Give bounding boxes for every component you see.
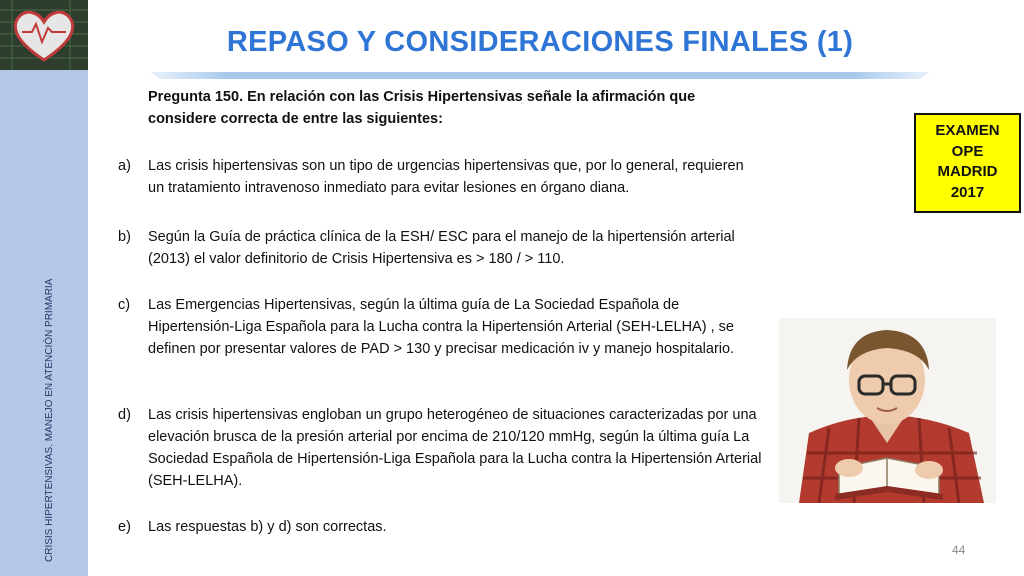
exam-badge-line: EXAMEN bbox=[935, 122, 1000, 139]
option-a-text: Las crisis hipertensivas son un tipo de urgencias hipertensivas que, por lo general, requieren un tratamiento intravenoso inmediato para evitar lesiones en órgano diana. bbox=[148, 158, 744, 196]
exam-badge-line: 2017 bbox=[950, 183, 985, 201]
option-b-text: Según la Guía de práctica clínica de la ESH/ ESC para el manejo de la hipertensión arterial (2013) el valor definitorio de Crisis Hipertensiva es > 180 / > 110. bbox=[148, 229, 735, 267]
question-stem: Pregunta 150. En relación con las Crisis Hipertensivas señale la afirmación que considere correcta de entre las siguientes: bbox=[148, 89, 696, 127]
page-number: 44 bbox=[952, 543, 966, 557]
option-marker: c) bbox=[118, 297, 131, 313]
student-reading-icon bbox=[779, 318, 996, 503]
slide-title: REPASO Y CONSIDERACIONES FINALES (1) bbox=[226, 26, 854, 58]
option-marker: a) bbox=[118, 158, 131, 174]
option-d-text: Las crisis hipertensivas engloban un grupo heterogéneo de situaciones caracterizadas por una elevación brusca de la presión arterial por encima de 210/120 mmHg, según la última guía La Sociedad Española de Hipertensión-Liga Española para la Lucha contra la Hipertensión Arterial (SEH-LELHA). bbox=[148, 407, 762, 489]
option-e-text: Las respuestas b) y d) son correctas. bbox=[148, 519, 387, 535]
option-marker: e) bbox=[118, 519, 131, 535]
option-marker: b) bbox=[118, 229, 131, 245]
exam-badge bbox=[914, 113, 1021, 213]
option-c-text: Las Emergencias Hipertensivas, según la última guía de La Sociedad Española de Hipertensión-Liga Española para la Lucha contra la Hipertensión Arterial (SEH-LELHA) , se definen por presentar valores de PAD > 130 y precisar medicación iv y manejo hospitalario. bbox=[148, 297, 735, 357]
exam-badge-line: OPE bbox=[951, 142, 984, 160]
option-marker: d) bbox=[118, 407, 131, 423]
sidebar-vertical-title: CRISIS HIPERTENSIVAS. MANEJO EN ATENCIÓN PRIMARIA bbox=[44, 278, 55, 562]
exam-badge-line: MADRID bbox=[937, 163, 998, 180]
student-reading-photo bbox=[779, 318, 996, 503]
